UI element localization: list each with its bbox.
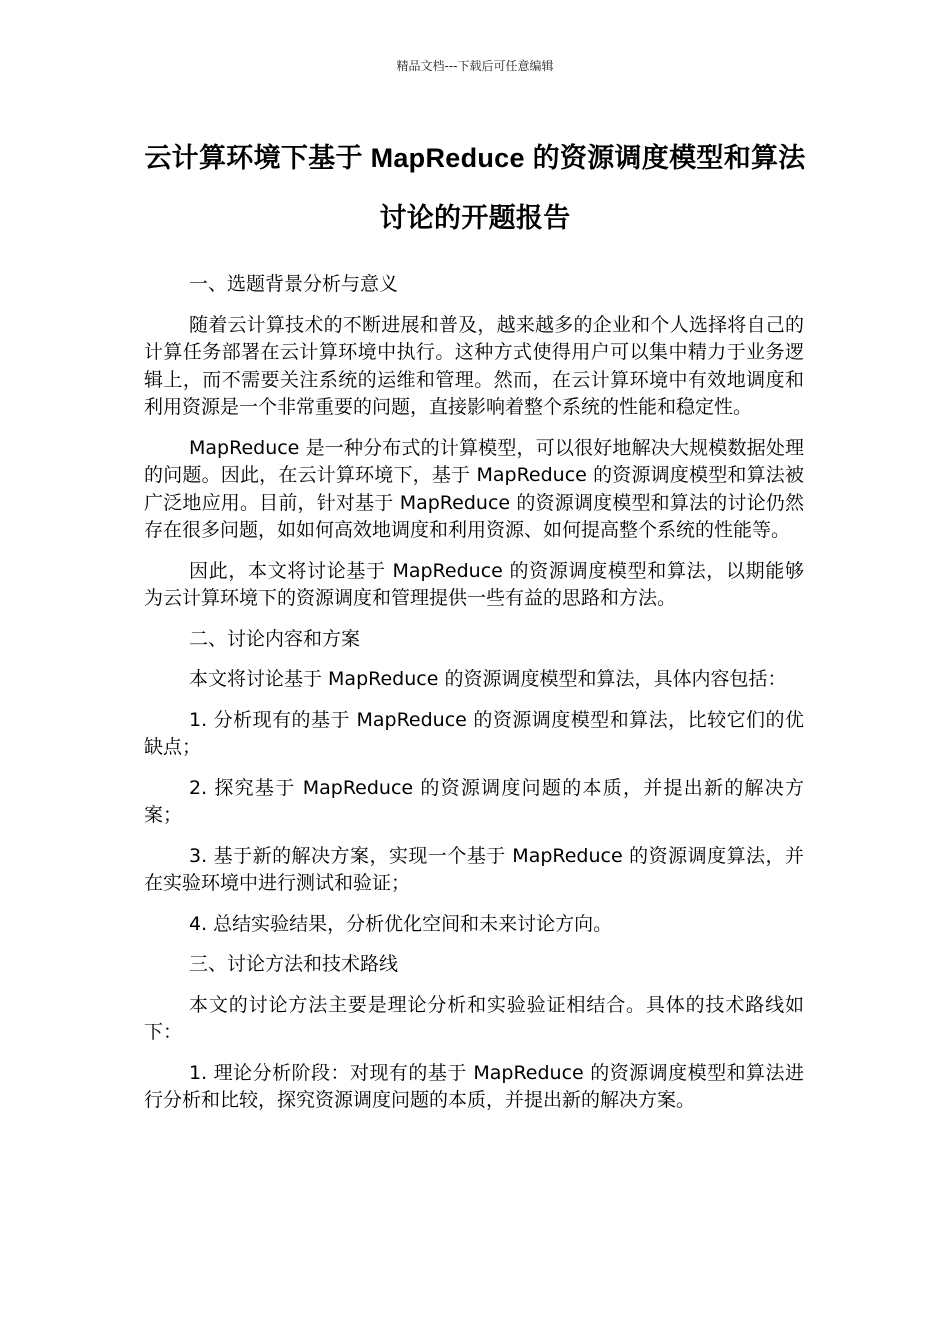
list-item-2: 2. 探究基于 MapReduce 的资源调度问题的本质，并提出新的解决方案； <box>144 776 804 826</box>
paragraph-purpose: 因此，本文将讨论基于 MapReduce 的资源调度模型和算法，以期能够为云计算环境下的资源调度和管理提供一些有益的思路和方法。 <box>144 559 804 609</box>
document-title: 云计算环境下基于 MapReduce 的资源调度模型和算法讨论的开题报告 <box>144 143 806 233</box>
list-item-4: 4. 总结实验结果，分析优化空间和未来讨论方向。 <box>189 912 613 935</box>
paragraph-content-intro: 本文将讨论基于 MapReduce 的资源调度模型和算法，具体内容包括： <box>189 668 787 690</box>
list-item-method-1: 1. 理论分析阶段：对现有的基于 MapReduce 的资源调度模型和算法进行分析和比较，探究资源调度问题的本质，并提出新的解决方案。 <box>144 1061 804 1111</box>
paragraph-mapreduce: MapReduce 是一种分布式的计算模型，可以很好地解决大规模数据处理的问题。因此，在云计算环境下，基于 MapReduce 的资源调度模型和算法被广泛地应用。目前，针对基于 MapReduce 的资源调度模型和算法的讨论仍然存在很多问题，如如何高效地调度和利用资源、如何提高整个系统的性能等。 <box>144 436 804 541</box>
list-item-1: 1. 分析现有的基于 MapReduce 的资源调度模型和算法，比较它们的优缺点； <box>144 708 804 758</box>
section-heading-method: 三、讨论方法和技术路线 <box>189 953 399 975</box>
list-item-3: 3. 基于新的解决方案，实现一个基于 MapReduce 的资源调度算法，并在实验环境中进行测试和验证； <box>144 844 804 894</box>
document-body <box>144 271 804 1128</box>
paragraph-cloud-computing: 随着云计算技术的不断进展和普及，越来越多的企业和个人选择将自己的计算任务部署在云计算环境中执行。这种方式使得用户可以集中精力于业务逻辑上，而不需要关注系统的运维和管理。然而，在云计算环境中有效地调度和利用资源是一个非常重要的问题，直接影响着整个系统的性能和稳定性。 <box>144 313 804 418</box>
paragraph-method-intro: 本文的讨论方法主要是理论分析和实验验证相结合。具体的技术路线如下： <box>144 993 804 1043</box>
section-heading-content: 二、讨论内容和方案 <box>189 627 361 650</box>
header-note: 精品文档---下载后可任意编辑 <box>396 59 554 73</box>
section-heading-background: 一、选题背景分析与意义 <box>189 273 399 295</box>
